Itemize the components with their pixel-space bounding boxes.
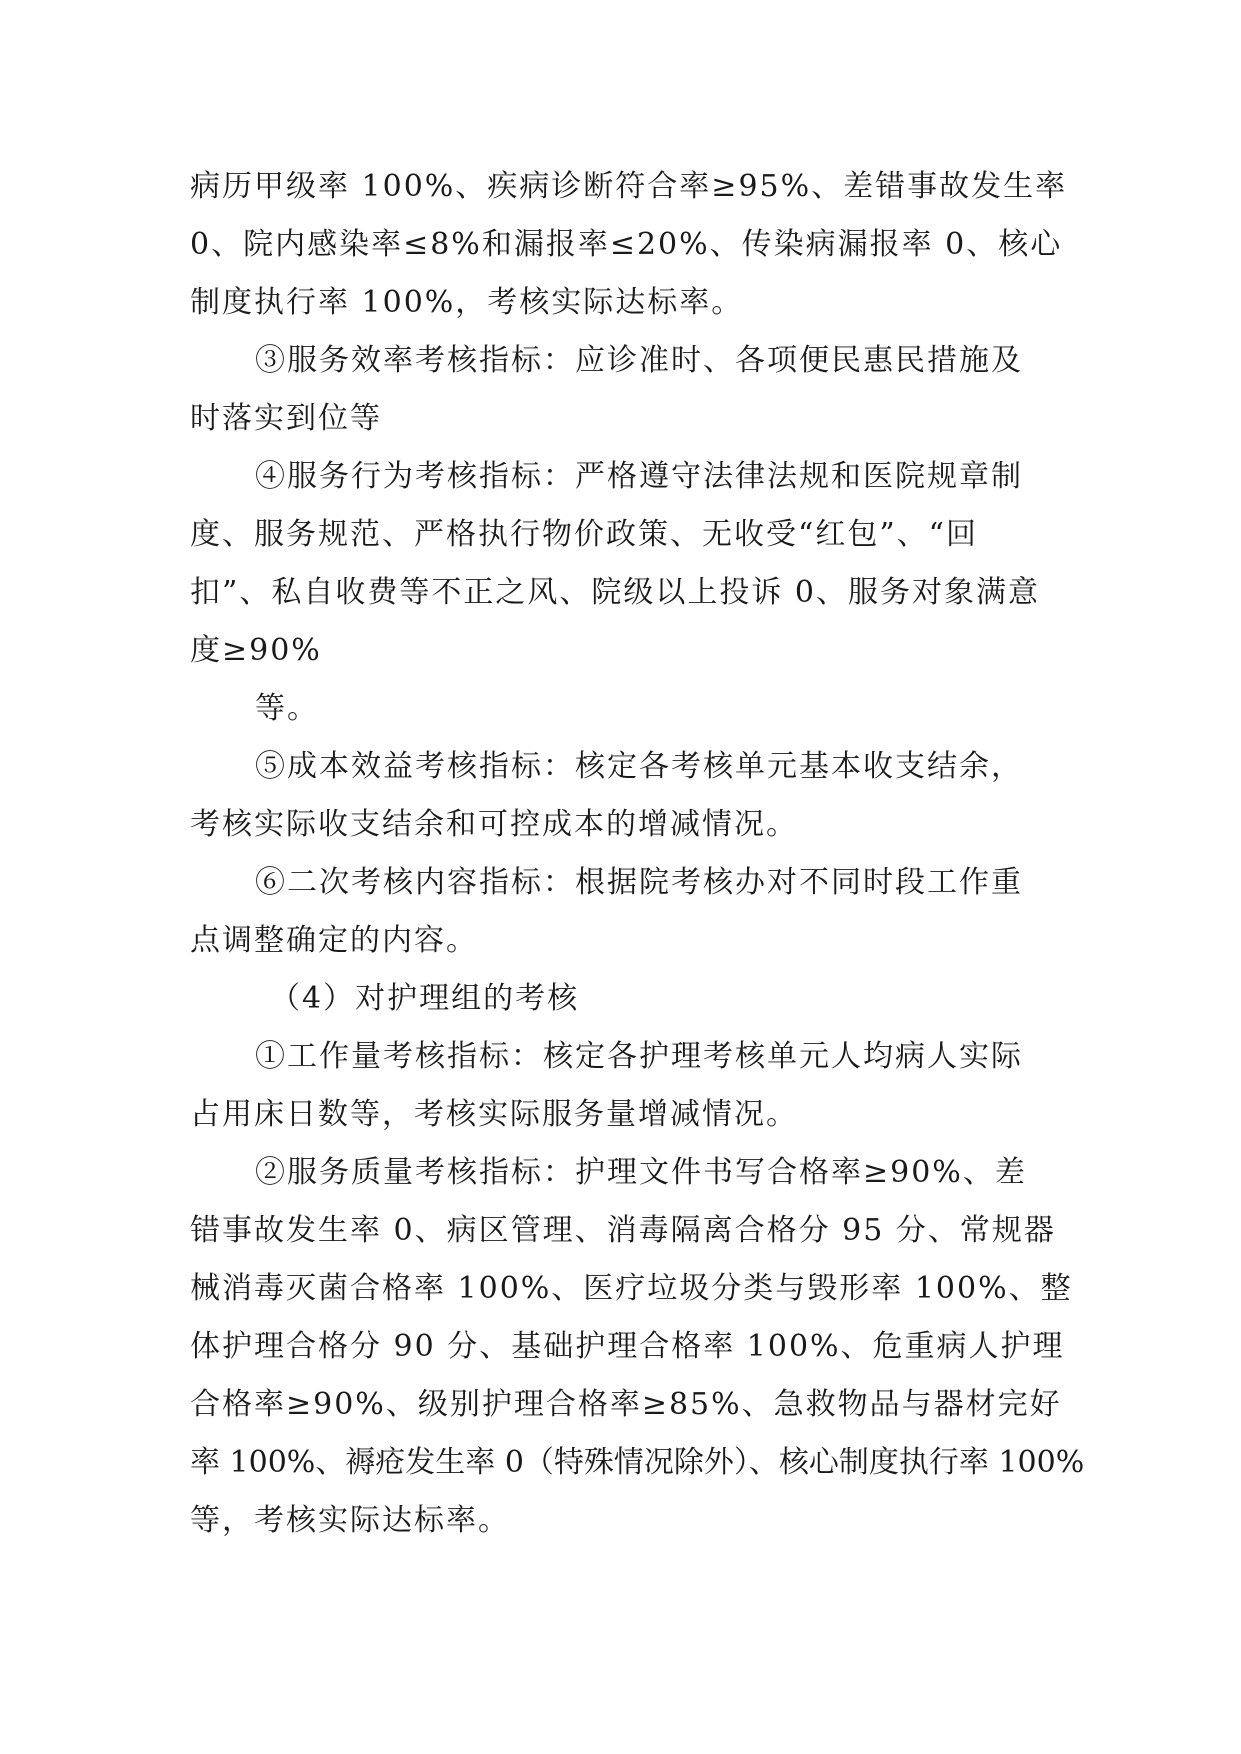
text-line: 考核实际收支结余和可控成本的增减情况。 bbox=[190, 807, 798, 842]
text-line: 扣”、私自收费等不正之风、院级以上投诉 0、服务对象满意 bbox=[190, 575, 1040, 610]
text-line: 病历甲级率 100%、疾病诊断符合率≥95%、差错事故发生率 bbox=[190, 169, 1068, 204]
text-line: 制度执行率 100%，考核实际达标率。 bbox=[190, 285, 744, 320]
text-line: 错事故发生率 0、病区管理、消毒隔离合格分 95 分、常规器 bbox=[190, 1213, 1056, 1248]
text-line: 械消毒灭菌合格率 100%、医疗垃圾分类与毁形率 100%、整 bbox=[190, 1271, 1073, 1306]
text-line: 合格率≥90%、级别护理合格率≥85%、急救物品与器材完好 bbox=[190, 1387, 1062, 1422]
text-line: 度、服务规范、严格执行物价政策、无收受“红包”、“回 bbox=[190, 517, 979, 552]
nursing-item-2-heading: ②服务质量考核指标：护理文件书写合格率≥90%、差 bbox=[255, 1155, 1027, 1190]
item-3-heading: ③服务效率考核指标：应诊准时、各项便民惠民措施及 bbox=[255, 343, 1023, 378]
text-line: 0、院内感染率≤8%和漏报率≤20%、传染病漏报率 0、核心 bbox=[190, 227, 1063, 262]
text-line: 占用床日数等，考核实际服务量增减情况。 bbox=[190, 1097, 798, 1132]
text-line: 等，考核实际达标率。 bbox=[190, 1503, 510, 1538]
document-body bbox=[190, 158, 1085, 1550]
text-line: 点调整确定的内容。 bbox=[190, 923, 478, 958]
item-5-heading: ⑤成本效益考核指标：核定各考核单元基本收支结余， bbox=[255, 749, 1023, 784]
text-line: 度≥90% bbox=[190, 633, 322, 668]
text-line: 率 100%、褥疮发生率 0（特殊情况除外）、核心制度执行率 100% bbox=[190, 1445, 1085, 1480]
item-4-heading: ④服务行为考核指标：严格遵守法律法规和医院规章制 bbox=[255, 459, 1023, 494]
section-heading-nursing: （4）对护理组的考核 bbox=[270, 981, 580, 1016]
text-line: 体护理合格分 90 分、基础护理合格率 100%、危重病人护理 bbox=[190, 1329, 1065, 1364]
nursing-item-1-heading: ①工作量考核指标：核定各护理考核单元人均病人实际 bbox=[255, 1039, 1023, 1074]
item-6-heading: ⑥二次考核内容指标：根据院考核办对不同时段工作重 bbox=[255, 865, 1023, 900]
text-line: 时落实到位等 bbox=[190, 401, 382, 436]
text-line: 等。 bbox=[255, 691, 319, 726]
